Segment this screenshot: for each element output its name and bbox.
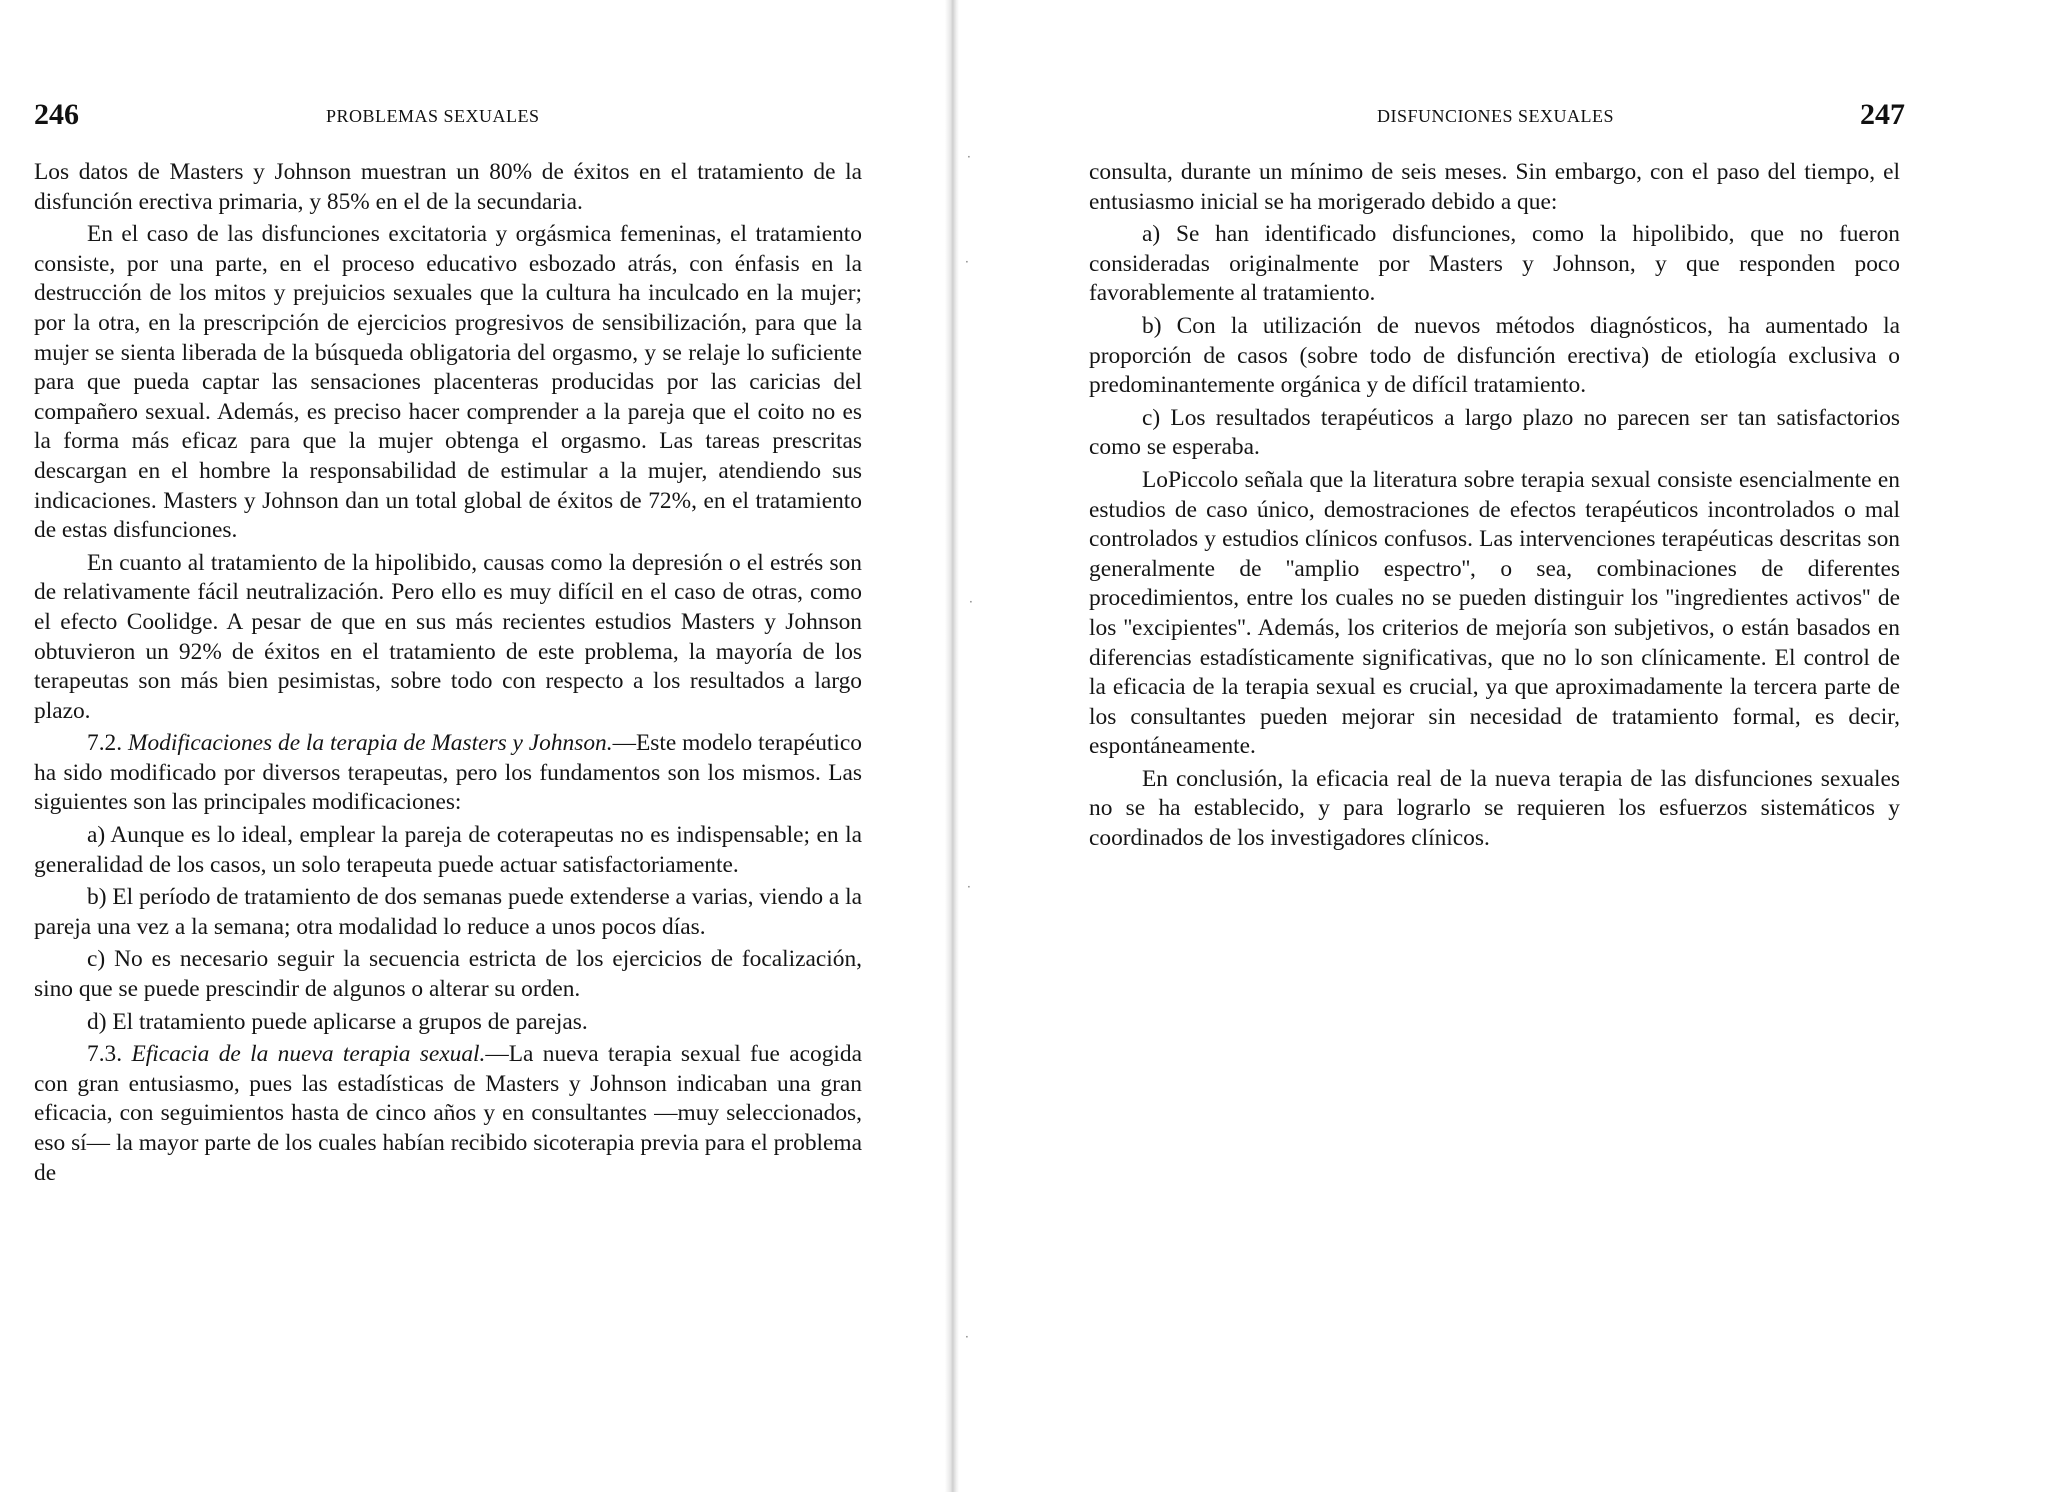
paragraph: Los datos de Masters y Johnson muestran un 80% de éxitos en el tratamiento de la disfunción erectiva primaria, y 85% en el de la secundaria. [34, 159, 862, 215]
section-title: Modificaciones de la terapia de Masters y Johnson. [127, 730, 613, 757]
running-head-right: DISFUNCIONES SEXUALES [1377, 106, 1615, 126]
list-item: c) Los resultados terapéuticos a largo plazo no parecen ser tan satisfactorios como se esperaba. [1089, 404, 1900, 461]
paragraph: LoPiccolo señala que la literatura sobre terapia sexual consiste esencialmente en estudios de caso único, demostraciones de efectos terapéuticos incontrolados o mal controlados y estudios clínicos confusos. Las intervenciones terapéuticas descritas son generalmente de ''amplio espectro'', o sea, combinaciones de diferentes procedimientos, entre los cuales no se pueden distinguir los ''ingredientes activos'' de los ''excipientes''. Además, los criterios de mejoría son subjetivos, o están basados en diferencias estadísticamente significativas, que no lo son clínicamente. El control de la eficacia de la terapia sexual es crucial, ya que aproximadamente la tercera parte de los consultantes pueden mejorar sin necesidad de tratamiento formal, es decir, espontáneamente. [1089, 466, 1900, 760]
section-text: —Este modelo terapéutico ha sido modificado por diversos terapeutas, pero los fundamentos son los mismos. Las siguientes son las principales modificaciones: [34, 730, 862, 816]
page-number-left: 246 [34, 98, 79, 131]
section-7-2 [34, 729, 862, 818]
list-item: a) Se han identificado disfunciones, como la hipolibido, que no fueron consideradas originalmente por Masters y Johnson, y que responden poco favorablemente al tratamiento. [1089, 221, 1900, 307]
right-body [1089, 158, 1900, 857]
section-number: 7.2. [87, 730, 123, 757]
section-7-3 [34, 1040, 862, 1188]
paragraph: En cuanto al tratamiento de la hipolibido, causas como la depresión o el estrés son de relativamente fácil neutralización. Pero ello es muy difícil en el caso de otras, como el efecto Coolidge. A pesar de que en sus más recientes estudios Masters y Johnson obtuvieron un 92% de éxitos en el tratamiento de este problema, la mayoría de los terapeutas son más bien pesimistas, sobre todo con respecto a los resultados a largo plazo. [34, 549, 862, 724]
list-item: d) El tratamiento puede aplicarse a grupos de parejas. [87, 1008, 588, 1035]
page-number-right: 247 [1860, 98, 1905, 131]
list-item: c) No es necesario seguir la secuencia estricta de los ejercicios de focalización, sino que se puede prescindir de algunos o alterar su orden. [34, 946, 862, 1003]
list-item: b) El período de tratamiento de dos semanas puede extenderse a varias, viendo a la pareja una vez a la semana; otra modalidad lo reduce a unos pocos días. [34, 884, 862, 940]
paragraph: En el caso de las disfunciones excitatoria y orgásmica femeninas, el tratamiento consiste, por una parte, en el proceso educativo esbozado atrás, con énfasis en la destrucción de los mitos y prejuicios sexuales que la cultura ha inculcado en la mujer; por la otra, en la prescripción de ejercicios progresivos de sensibilización, para que la mujer se sienta liberada de la búsqueda obligatoria del orgasmo, y se relaje lo suficiente para que pueda captar las sensaciones placenteras producidas por las caricias del compañero sexual. Además, es preciso hacer comprender a la pareja que el coito no es la forma más eficaz para que la mujer obtenga el orgasmo. Las tareas prescritas descargan en el hombre la responsabilidad de estimular a la mujer, atendiendo sus indicaciones. Masters y Johnson dan un total global de éxitos de 72%, en el tratamiento de estas disfunciones. [34, 221, 862, 544]
section-title: Eficacia de la nueva terapia sexual. [131, 1041, 486, 1068]
right-page [960, 0, 2048, 1492]
section-text: —La nueva terapia sexual fue acogida con gran entusiasmo, pues las estadísticas de Masters y Johnson indicaban una gran eficacia, con seguimientos hasta de cinco años y en consultantes —muy seleccionados, eso sí— la mayor parte de los cuales habían recibido sicoterapia previa para el problema de [34, 1041, 862, 1186]
list-item: b) Con la utilización de nuevos métodos diagnósticos, ha aumentado la proporción de casos (sobre todo de disfunción erectiva) de etiología exclusiva o predominantemente orgánica y de difícil tratamiento. [1089, 312, 1900, 399]
running-head-left: PROBLEMAS SEXUALES [326, 106, 540, 126]
section-number: 7.3. [87, 1041, 123, 1068]
gutter-specks: · · · · · [965, 150, 973, 1344]
list-item: a) Aunque es lo ideal, emplear la pareja de coterapeutas no es indispensable; en la generalidad de los casos, un solo terapeuta puede actuar satisfactoriamente. [34, 822, 862, 878]
paragraph: En conclusión, la eficacia real de la nueva terapia de las disfunciones sexuales no se ha establecido, y para lograrlo se requieren los esfuerzos sistemáticos y coordinados de los investigadores clínicos. [1089, 765, 1900, 852]
paragraph: consulta, durante un mínimo de seis meses. Sin embargo, con el paso del tiempo, el entusiasmo inicial se ha morigerado debido a que: [1089, 159, 1900, 215]
left-page [0, 0, 980, 1492]
left-body [34, 158, 862, 1191]
